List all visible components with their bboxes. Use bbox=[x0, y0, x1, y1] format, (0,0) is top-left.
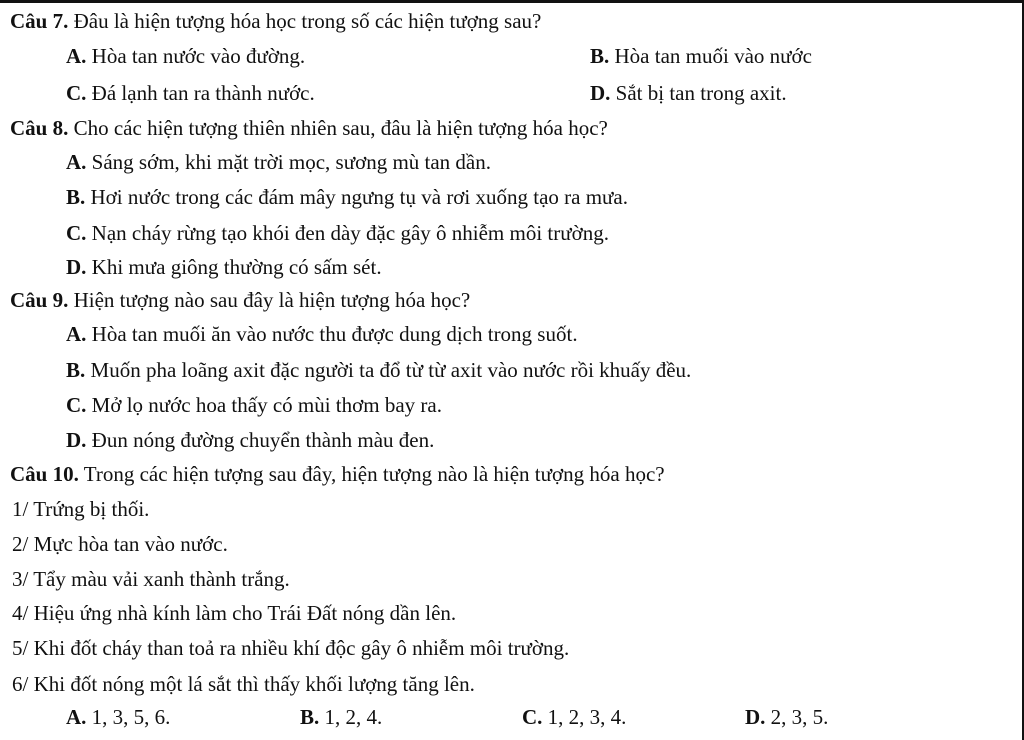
question-9 bbox=[10, 287, 470, 313]
top-border bbox=[0, 0, 1024, 3]
option-text: 2, 3, 5. bbox=[765, 705, 829, 729]
q7-option-d bbox=[590, 80, 787, 106]
option-text: Hòa tan muối ăn vào nước thu được dung dịch trong suốt. bbox=[86, 322, 578, 346]
option-letter: A. bbox=[66, 705, 87, 729]
q8-option-a bbox=[66, 149, 491, 175]
q9-option-b bbox=[66, 357, 691, 383]
option-text: Đun nóng đường chuyển thành màu đen. bbox=[86, 428, 435, 452]
question-8 bbox=[10, 115, 608, 141]
option-letter: A. bbox=[66, 150, 87, 174]
q7-option-b bbox=[590, 43, 812, 69]
option-text: Hòa tan muối vào nước bbox=[609, 44, 812, 68]
question-7-text: Đâu là hiện tượng hóa học trong số các hiện tượng sau? bbox=[68, 9, 542, 33]
question-7-label: Câu 7. bbox=[10, 9, 69, 33]
option-letter: A. bbox=[66, 322, 87, 346]
q10-option-b bbox=[300, 704, 382, 730]
q10-option-a bbox=[66, 704, 170, 730]
option-text: Hơi nước trong các đám mây ngưng tụ và rơi xuống tạo ra mưa. bbox=[85, 185, 629, 209]
option-text: Muốn pha loãng axit đặc người ta đổ từ từ axit vào nước rồi khuấy đều. bbox=[85, 358, 692, 382]
q10-statement-6: 6/ Khi đốt nóng một lá sắt thì thấy khối lượng tăng lên. bbox=[12, 672, 475, 696]
option-text: Mở lọ nước hoa thấy có mùi thơm bay ra. bbox=[86, 393, 442, 417]
q10-option-d bbox=[745, 704, 828, 730]
option-letter: D. bbox=[66, 428, 87, 452]
option-text: Sắt bị tan trong axit. bbox=[610, 81, 787, 105]
q8-option-c bbox=[66, 220, 609, 246]
option-text: Nạn cháy rừng tạo khói đen dày đặc gây ô nhiễm môi trường. bbox=[86, 221, 609, 245]
q10-statement-1: 1/ Trứng bị thối. bbox=[12, 497, 150, 521]
option-text: 1, 2, 3, 4. bbox=[542, 705, 627, 729]
option-letter: C. bbox=[66, 393, 87, 417]
q8-option-b bbox=[66, 184, 628, 210]
question-8-label: Câu 8. bbox=[10, 116, 69, 140]
option-text: 1, 3, 5, 6. bbox=[86, 705, 171, 729]
q9-option-a bbox=[66, 321, 578, 347]
question-8-text: Cho các hiện tượng thiên nhiên sau, đâu là hiện tượng hóa học? bbox=[68, 116, 608, 140]
question-7 bbox=[10, 8, 541, 34]
q10-statement-4: 4/ Hiệu ứng nhà kính làm cho Trái Đất nóng dần lên. bbox=[12, 601, 457, 625]
option-letter: D. bbox=[590, 81, 611, 105]
question-10 bbox=[10, 461, 665, 487]
q10-option-c bbox=[522, 704, 626, 730]
option-letter: C. bbox=[66, 81, 87, 105]
question-10-label: Câu 10. bbox=[10, 462, 79, 486]
option-text: 1, 2, 4. bbox=[319, 705, 383, 729]
q9-option-c bbox=[66, 392, 442, 418]
q10-statement-5: 5/ Khi đốt cháy than toả ra nhiều khí độc gây ô nhiễm môi trường. bbox=[12, 636, 570, 660]
option-letter: A. bbox=[66, 44, 87, 68]
q7-option-c bbox=[66, 80, 315, 106]
option-text: Đá lạnh tan ra thành nước. bbox=[86, 81, 315, 105]
question-9-text: Hiện tượng nào sau đây là hiện tượng hóa học? bbox=[68, 288, 471, 312]
q7-option-a bbox=[66, 43, 305, 69]
q8-option-d bbox=[66, 254, 382, 280]
option-text: Khi mưa giông thường có sấm sét. bbox=[86, 255, 382, 279]
q9-option-d bbox=[66, 427, 434, 453]
option-letter: C. bbox=[66, 221, 87, 245]
question-9-label: Câu 9. bbox=[10, 288, 69, 312]
q10-statement-3: 3/ Tẩy màu vải xanh thành trắng. bbox=[12, 567, 290, 591]
option-letter: D. bbox=[745, 705, 766, 729]
option-letter: C. bbox=[522, 705, 543, 729]
q10-statement-2: 2/ Mực hòa tan vào nước. bbox=[12, 532, 228, 556]
option-letter: B. bbox=[66, 185, 86, 209]
option-letter: B. bbox=[66, 358, 86, 382]
option-letter: B. bbox=[590, 44, 610, 68]
question-10-text: Trong các hiện tượng sau đây, hiện tượng nào là hiện tượng hóa học? bbox=[78, 462, 665, 486]
option-text: Hòa tan nước vào đường. bbox=[86, 44, 306, 68]
option-letter: B. bbox=[300, 705, 320, 729]
option-text: Sáng sớm, khi mặt trời mọc, sương mù tan dần. bbox=[86, 150, 491, 174]
option-letter: D. bbox=[66, 255, 87, 279]
